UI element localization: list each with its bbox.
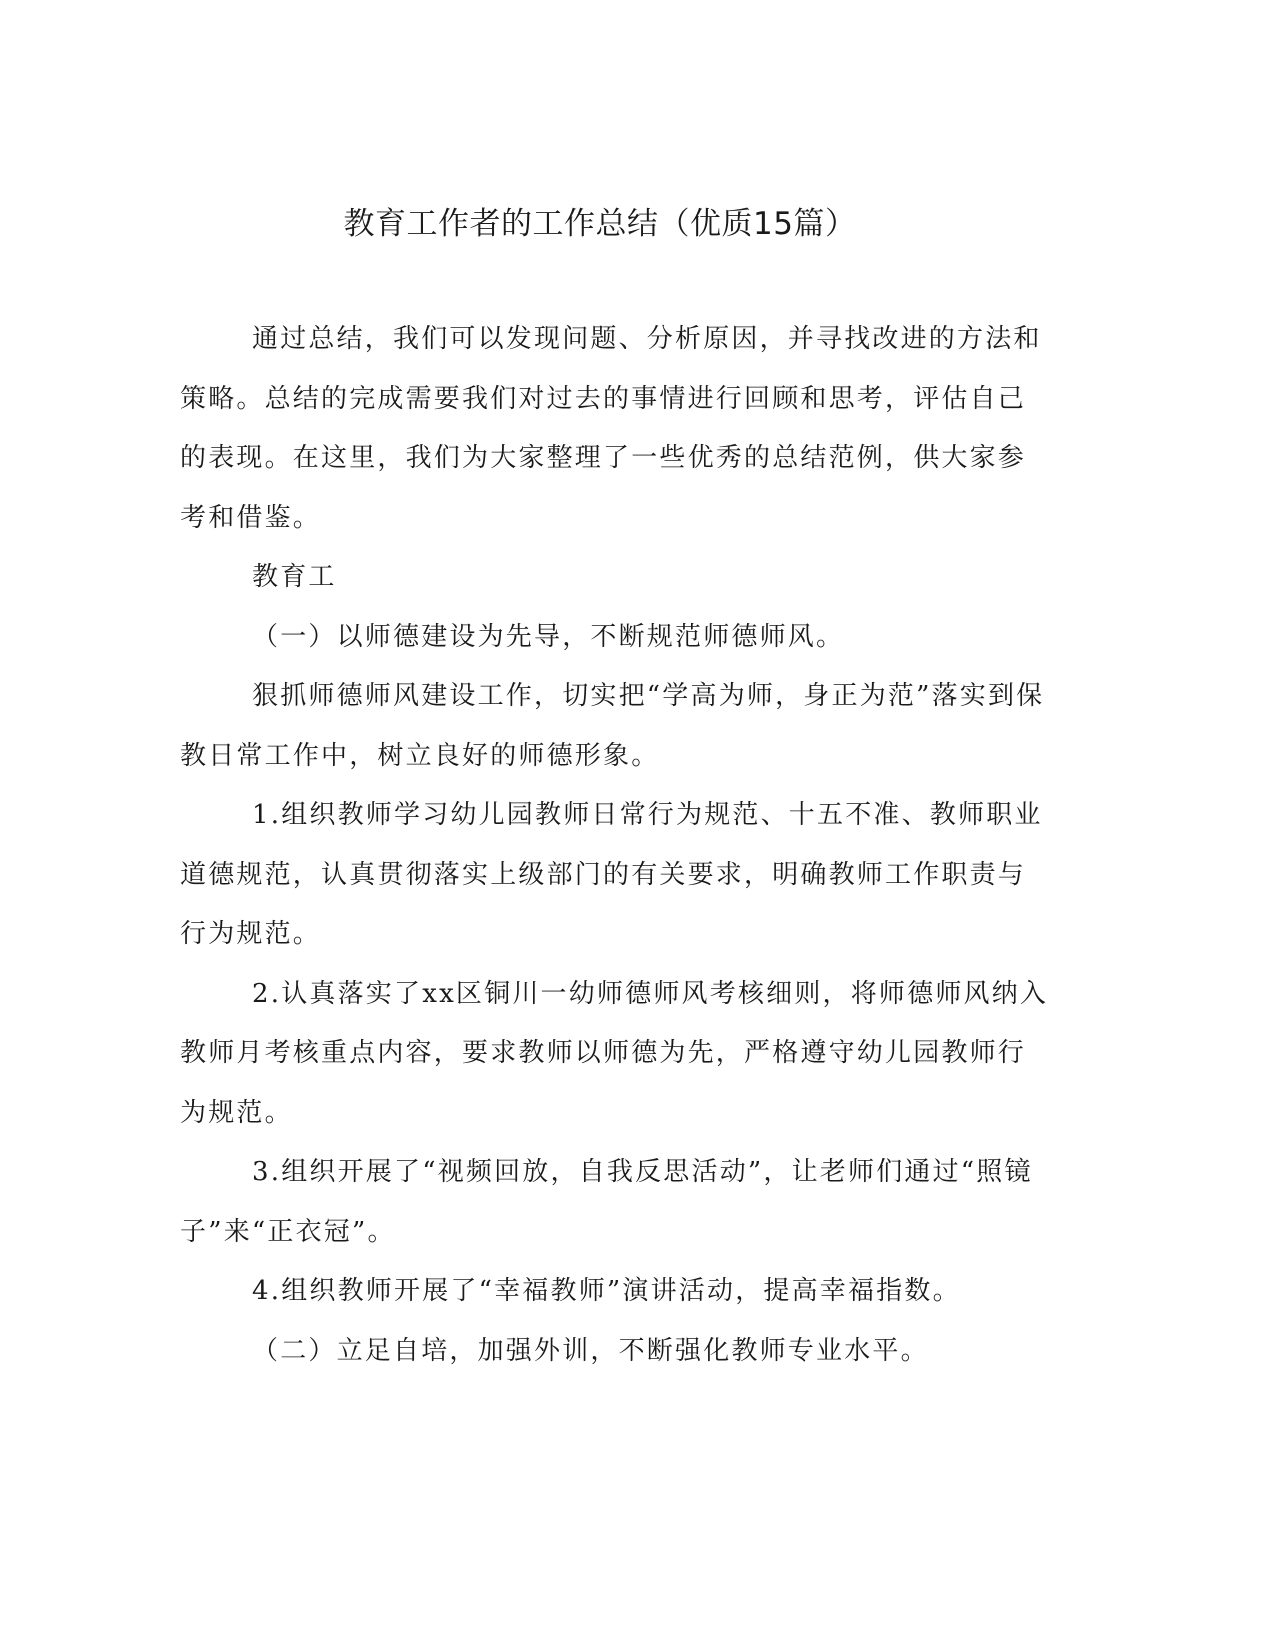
document-title: 教育工作者的工作总结（优质15篇） <box>343 206 857 242</box>
intro-paragraph: 通过总结，我们可以发现问题、分析原因，并寻找改进的方法和策略。总结的完成需要我们对过去的事情进行回顾和思考，评估自己的表现。在这里，我们为大家整理了一些优秀的总结范例，供大家参考和借鉴。 <box>180 324 1042 533</box>
list-item-4: 4.组织教师开展了“幸福教师”演讲活动，提高幸福指数。 <box>252 1276 961 1306</box>
subsection-heading-2: （二）立足自培，加强外训，不断强化教师专业水平。 <box>252 1335 929 1366</box>
subsection-heading-1: （一）以师德建设为先导，不断规范师德师风。 <box>252 621 845 652</box>
list-item-3: 3.组织开展了“视频回放，自我反思活动”，让老师们通过“照镜子”来“正衣冠”。 <box>180 1157 1033 1247</box>
document-body <box>180 310 1050 1381</box>
list-item-2: 2.认真落实了xx区铜川一幼师德师风考核细则，将师德师风纳入教师月考核重点内容，要求教师以师德为先，严格遵守幼儿园教师行为规范。 <box>180 978 1049 1128</box>
section-heading: 教育工 <box>252 562 337 592</box>
body-paragraph: 狠抓师德师风建设工作，切实把“学高为师，身正为范”落实到保教日常工作中，树立良好的师德形象。 <box>180 681 1045 771</box>
list-item-1: 1.组织教师学习幼儿园教师日常行为规范、十五不准、教师职业道德规范，认真贯彻落实上级部门的有关要求，明确教师工作职责与行为规范。 <box>180 800 1043 949</box>
